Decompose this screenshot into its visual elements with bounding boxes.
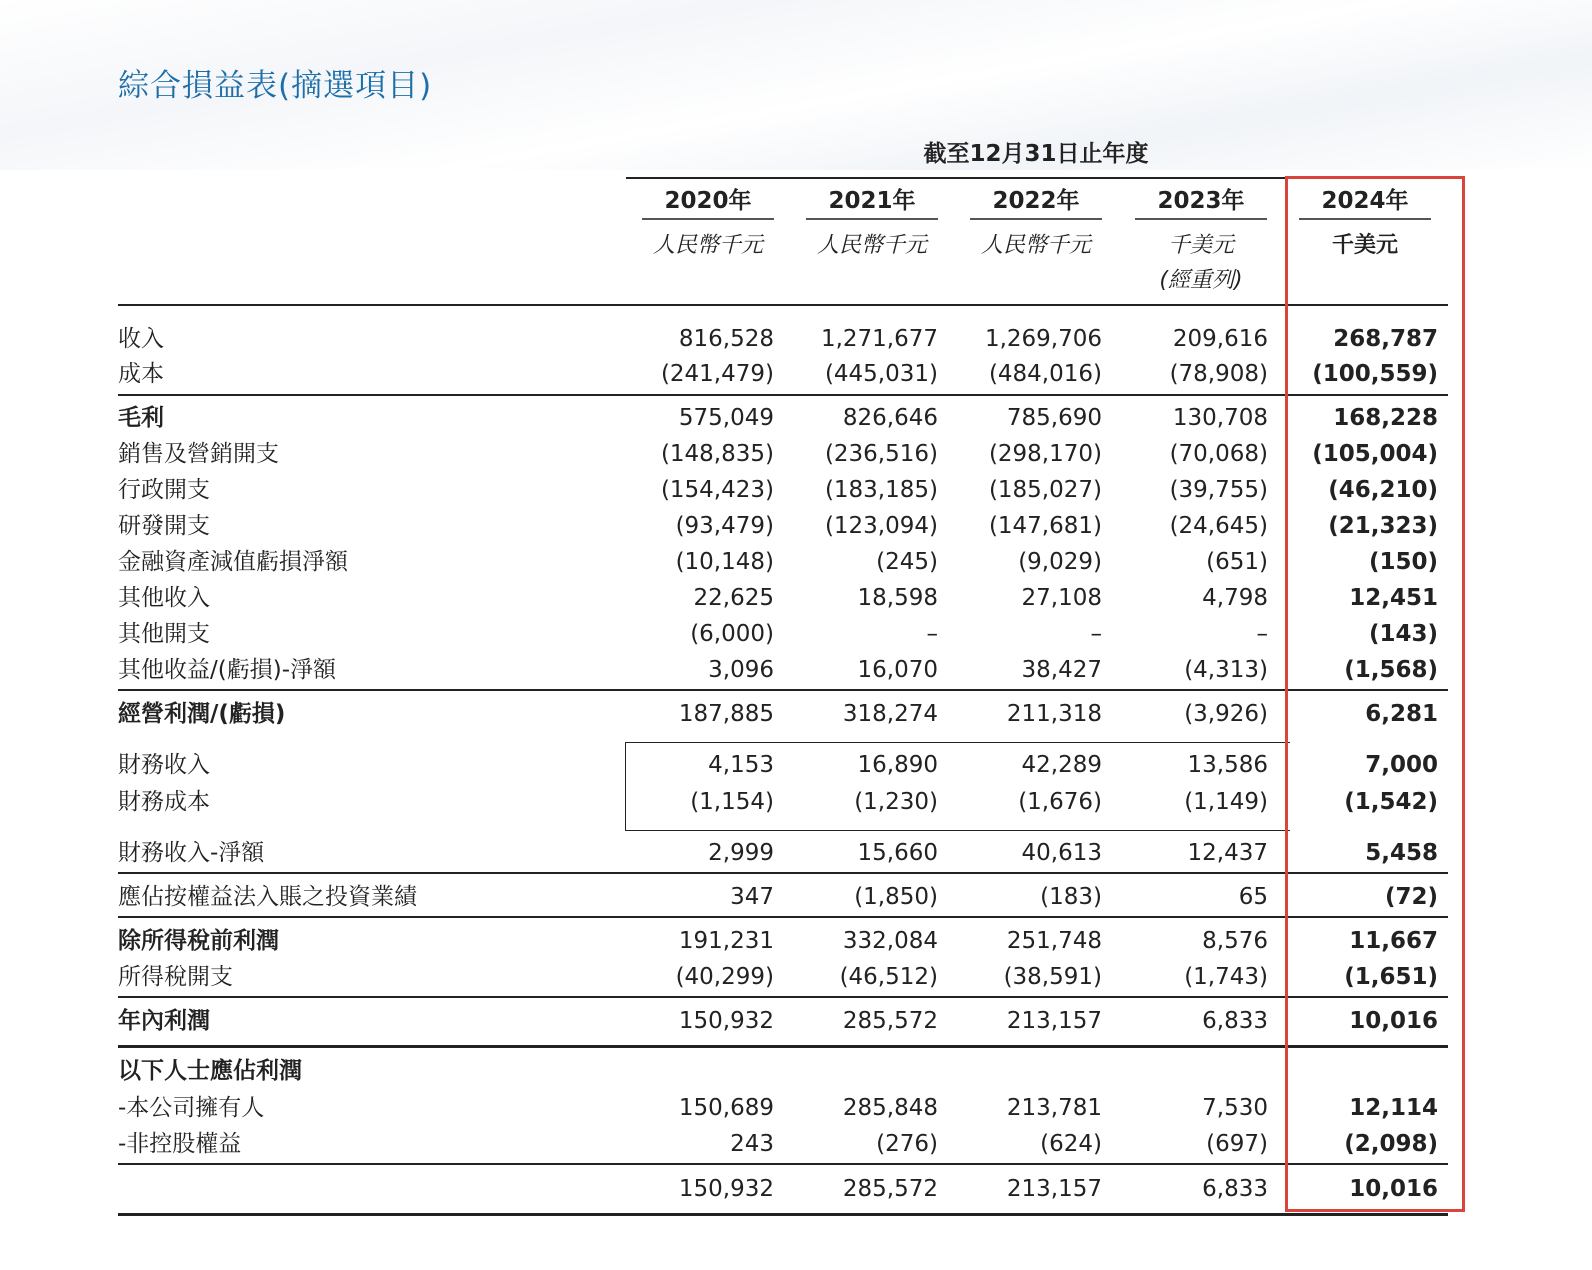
cell-value: (143) bbox=[1368, 621, 1438, 647]
unit-header-2020: 人民幣千元 bbox=[652, 233, 763, 258]
cell-value: 1,269,706 bbox=[984, 326, 1102, 352]
cell-value: 12,451 bbox=[1349, 585, 1438, 611]
year-underline bbox=[970, 218, 1102, 220]
cell-value: (245) bbox=[876, 549, 938, 575]
table-row-finance-net bbox=[118, 835, 1448, 871]
cell-value: (10,148) bbox=[675, 549, 774, 575]
table-row-revenue bbox=[118, 321, 1448, 357]
cell-value: 10,016 bbox=[1349, 1176, 1438, 1202]
cell-value: 10,016 bbox=[1349, 1008, 1438, 1034]
table-row-non-controlling bbox=[118, 1126, 1448, 1162]
table-rule bbox=[118, 689, 1448, 691]
cell-value: 5,458 bbox=[1365, 840, 1438, 866]
cell-value: (72) bbox=[1384, 884, 1438, 910]
table-row-impairment bbox=[118, 544, 1448, 580]
cell-value: (24,645) bbox=[1169, 513, 1268, 539]
table-row-other-expenses bbox=[118, 616, 1448, 652]
cell-value: 213,781 bbox=[1006, 1095, 1102, 1121]
cell-value: – bbox=[926, 621, 938, 647]
cell-value: 187,885 bbox=[678, 701, 774, 727]
table-rule bbox=[118, 872, 1448, 874]
year-header-2020: 2020年 bbox=[664, 188, 752, 214]
cell-value: (1,850) bbox=[854, 884, 938, 910]
cell-value: 150,932 bbox=[678, 1176, 774, 1202]
row-label: 應佔按權益法入賬之投資業績 bbox=[118, 884, 417, 910]
cell-value: – bbox=[1090, 621, 1102, 647]
table-row-selling-expenses bbox=[118, 436, 1448, 472]
cell-value: (150) bbox=[1368, 549, 1438, 575]
cell-value: (40,299) bbox=[675, 964, 774, 990]
cell-value: 2,999 bbox=[708, 840, 774, 866]
cell-value: (39,755) bbox=[1169, 477, 1268, 503]
row-label: 除所得稅前利潤 bbox=[118, 928, 279, 954]
year-header-2024: 2024年 bbox=[1321, 188, 1409, 214]
table-row-operating-profit bbox=[118, 696, 1448, 732]
cell-value: 38,427 bbox=[1021, 657, 1102, 683]
cell-value: 785,690 bbox=[1006, 405, 1102, 431]
row-label: 毛利 bbox=[118, 405, 164, 431]
row-label: 收入 bbox=[118, 326, 164, 352]
cell-value: 209,616 bbox=[1172, 326, 1268, 352]
cell-value: (154,423) bbox=[660, 477, 774, 503]
year-header-2021: 2021年 bbox=[828, 188, 916, 214]
cell-value: 332,084 bbox=[842, 928, 938, 954]
cell-value: 1,271,677 bbox=[820, 326, 938, 352]
cell-value: (2,098) bbox=[1344, 1131, 1438, 1157]
cell-value: (1,651) bbox=[1344, 964, 1438, 990]
cell-value: (651) bbox=[1206, 549, 1268, 575]
cell-value: 12,437 bbox=[1187, 840, 1268, 866]
table-row-gross-profit bbox=[118, 400, 1448, 436]
cell-value: 213,157 bbox=[1006, 1008, 1102, 1034]
unit-header-2023: 千美元 bbox=[1167, 233, 1234, 258]
row-label: 其他開支 bbox=[118, 621, 210, 647]
cell-value: (123,094) bbox=[824, 513, 938, 539]
cell-value: – bbox=[1256, 621, 1268, 647]
table-row-other-gains bbox=[118, 652, 1448, 688]
cell-value: (697) bbox=[1206, 1131, 1268, 1157]
cell-value: 575,049 bbox=[678, 405, 774, 431]
cell-value: 42,289 bbox=[1021, 752, 1102, 778]
row-label: 銷售及營銷開支 bbox=[118, 441, 279, 467]
row-label: 所得稅開支 bbox=[118, 964, 233, 990]
cell-value: 22,625 bbox=[693, 585, 774, 611]
cell-value: 8,576 bbox=[1202, 928, 1268, 954]
cell-value: (70,068) bbox=[1169, 441, 1268, 467]
cell-value: 243 bbox=[730, 1131, 774, 1157]
cell-value: (147,681) bbox=[988, 513, 1102, 539]
cell-value: 27,108 bbox=[1021, 585, 1102, 611]
cell-value: 347 bbox=[730, 884, 774, 910]
cell-value: (9,029) bbox=[1018, 549, 1102, 575]
cell-value: (3,926) bbox=[1184, 701, 1268, 727]
period-header: 截至12月31日止年度 bbox=[923, 141, 1149, 167]
unit-header-2024: 千美元 bbox=[1331, 233, 1398, 258]
row-label: 其他收益/(虧損)-淨額 bbox=[118, 657, 336, 683]
cell-value: 150,932 bbox=[678, 1008, 774, 1034]
cell-value: 6,281 bbox=[1365, 701, 1438, 727]
row-label: 財務收入-淨額 bbox=[118, 840, 265, 866]
row-label: 財務成本 bbox=[118, 789, 210, 815]
cell-value: (276) bbox=[876, 1131, 938, 1157]
row-label: 金融資產減值虧損淨額 bbox=[118, 549, 348, 575]
cell-value: (1,743) bbox=[1184, 964, 1268, 990]
table-row-admin-expenses bbox=[118, 472, 1448, 508]
unit-header-2021: 人民幣千元 bbox=[816, 233, 927, 258]
table-row-finance-income bbox=[118, 747, 1448, 783]
cell-value: (298,170) bbox=[988, 441, 1102, 467]
cell-value: 3,096 bbox=[708, 657, 774, 683]
table-row-total bbox=[118, 1171, 1448, 1207]
cell-value: (46,512) bbox=[839, 964, 938, 990]
cell-value: (93,479) bbox=[675, 513, 774, 539]
table-row-profit-before-tax bbox=[118, 923, 1448, 959]
cell-value: 11,667 bbox=[1349, 928, 1438, 954]
cell-value: 251,748 bbox=[1006, 928, 1102, 954]
table-row-income-tax bbox=[118, 959, 1448, 995]
table-row-equity-method bbox=[118, 879, 1448, 915]
cell-value: (105,004) bbox=[1312, 441, 1438, 467]
row-label: 成本 bbox=[118, 361, 164, 387]
cell-value: 268,787 bbox=[1333, 326, 1438, 352]
cell-value: 150,689 bbox=[678, 1095, 774, 1121]
table-row-owners bbox=[118, 1090, 1448, 1126]
table-row-profit-for-year bbox=[118, 1003, 1448, 1039]
table-rule bbox=[118, 1213, 1448, 1216]
year-underline bbox=[806, 218, 938, 220]
cell-value: 40,613 bbox=[1021, 840, 1102, 866]
row-label: 經營利潤/(虧損) bbox=[118, 701, 286, 727]
cell-value: 318,274 bbox=[842, 701, 938, 727]
table-rule bbox=[118, 1045, 1448, 1048]
cell-value: 211,318 bbox=[1006, 701, 1102, 727]
cell-value: (183,185) bbox=[824, 477, 938, 503]
year-header-2023: 2023年 bbox=[1157, 188, 1245, 214]
cell-value: (241,479) bbox=[660, 361, 774, 387]
cell-value: (78,908) bbox=[1169, 361, 1268, 387]
cell-value: (100,559) bbox=[1312, 361, 1438, 387]
cell-value: 285,848 bbox=[842, 1095, 938, 1121]
cell-value: (484,016) bbox=[988, 361, 1102, 387]
table-row-rnd-expenses bbox=[118, 508, 1448, 544]
cell-value: 13,586 bbox=[1187, 752, 1268, 778]
cell-value: 4,153 bbox=[708, 752, 774, 778]
cell-value: 213,157 bbox=[1006, 1176, 1102, 1202]
row-label: 研發開支 bbox=[118, 513, 210, 539]
cell-value: 130,708 bbox=[1172, 405, 1268, 431]
cell-value: (1,542) bbox=[1344, 789, 1438, 815]
row-label: 財務收入 bbox=[118, 752, 210, 778]
cell-value: (624) bbox=[1040, 1131, 1102, 1157]
cell-value: 6,833 bbox=[1202, 1008, 1268, 1034]
cell-value: (445,031) bbox=[824, 361, 938, 387]
page-title: 綜合損益表(摘選項目) bbox=[118, 68, 433, 104]
cell-value: (236,516) bbox=[824, 441, 938, 467]
cell-value: (6,000) bbox=[690, 621, 774, 647]
cell-value: 65 bbox=[1238, 884, 1268, 910]
row-label: 年內利潤 bbox=[118, 1008, 210, 1034]
cell-value: 285,572 bbox=[842, 1008, 938, 1034]
cell-value: 16,070 bbox=[857, 657, 938, 683]
cell-value: 168,228 bbox=[1333, 405, 1438, 431]
header-top-rule bbox=[626, 177, 1446, 179]
cell-value: (46,210) bbox=[1328, 477, 1438, 503]
row-label: 行政開支 bbox=[118, 477, 210, 503]
table-rule bbox=[118, 996, 1448, 998]
cell-value: (183) bbox=[1040, 884, 1102, 910]
cell-value: 7,530 bbox=[1202, 1095, 1268, 1121]
cell-value: 191,231 bbox=[678, 928, 774, 954]
table-rule bbox=[118, 916, 1448, 918]
cell-value: (4,313) bbox=[1184, 657, 1268, 683]
row-label: 以下人士應佔利潤 bbox=[118, 1058, 302, 1084]
cell-value: 12,114 bbox=[1349, 1095, 1438, 1121]
table-rule bbox=[118, 304, 1448, 306]
unit-header-2022: 人民幣千元 bbox=[980, 233, 1091, 258]
cell-value: (1,568) bbox=[1344, 657, 1438, 683]
cell-value: 15,660 bbox=[857, 840, 938, 866]
table-row-other-income bbox=[118, 580, 1448, 616]
table-row-finance-cost bbox=[118, 784, 1448, 820]
year-header-2022: 2022年 bbox=[992, 188, 1080, 214]
cell-value: (1,230) bbox=[854, 789, 938, 815]
cell-value: 18,598 bbox=[857, 585, 938, 611]
restated-note-2023: (經重列) bbox=[1159, 268, 1243, 293]
cell-value: (21,323) bbox=[1328, 513, 1438, 539]
row-label: -本公司擁有人 bbox=[118, 1095, 265, 1121]
table-rule bbox=[118, 394, 1448, 396]
cell-value: (1,676) bbox=[1018, 789, 1102, 815]
cell-value: 826,646 bbox=[842, 405, 938, 431]
table-row-cost bbox=[118, 356, 1448, 392]
year-underline bbox=[1299, 218, 1431, 220]
cell-value: 285,572 bbox=[842, 1176, 938, 1202]
year-underline bbox=[1135, 218, 1267, 220]
cell-value: (148,835) bbox=[660, 441, 774, 467]
table-row-attributable-header bbox=[118, 1053, 1448, 1089]
cell-value: (1,149) bbox=[1184, 789, 1268, 815]
cell-value: 4,798 bbox=[1202, 585, 1268, 611]
cell-value: (1,154) bbox=[690, 789, 774, 815]
cell-value: 7,000 bbox=[1365, 752, 1438, 778]
table-rule bbox=[118, 1163, 1448, 1165]
cell-value: 16,890 bbox=[857, 752, 938, 778]
row-label: -非控股權益 bbox=[118, 1131, 242, 1157]
year-underline bbox=[642, 218, 774, 220]
cell-value: 816,528 bbox=[678, 326, 774, 352]
cell-value: 6,833 bbox=[1202, 1176, 1268, 1202]
cell-value: (38,591) bbox=[1003, 964, 1102, 990]
row-label: 其他收入 bbox=[118, 585, 210, 611]
cell-value: (185,027) bbox=[988, 477, 1102, 503]
